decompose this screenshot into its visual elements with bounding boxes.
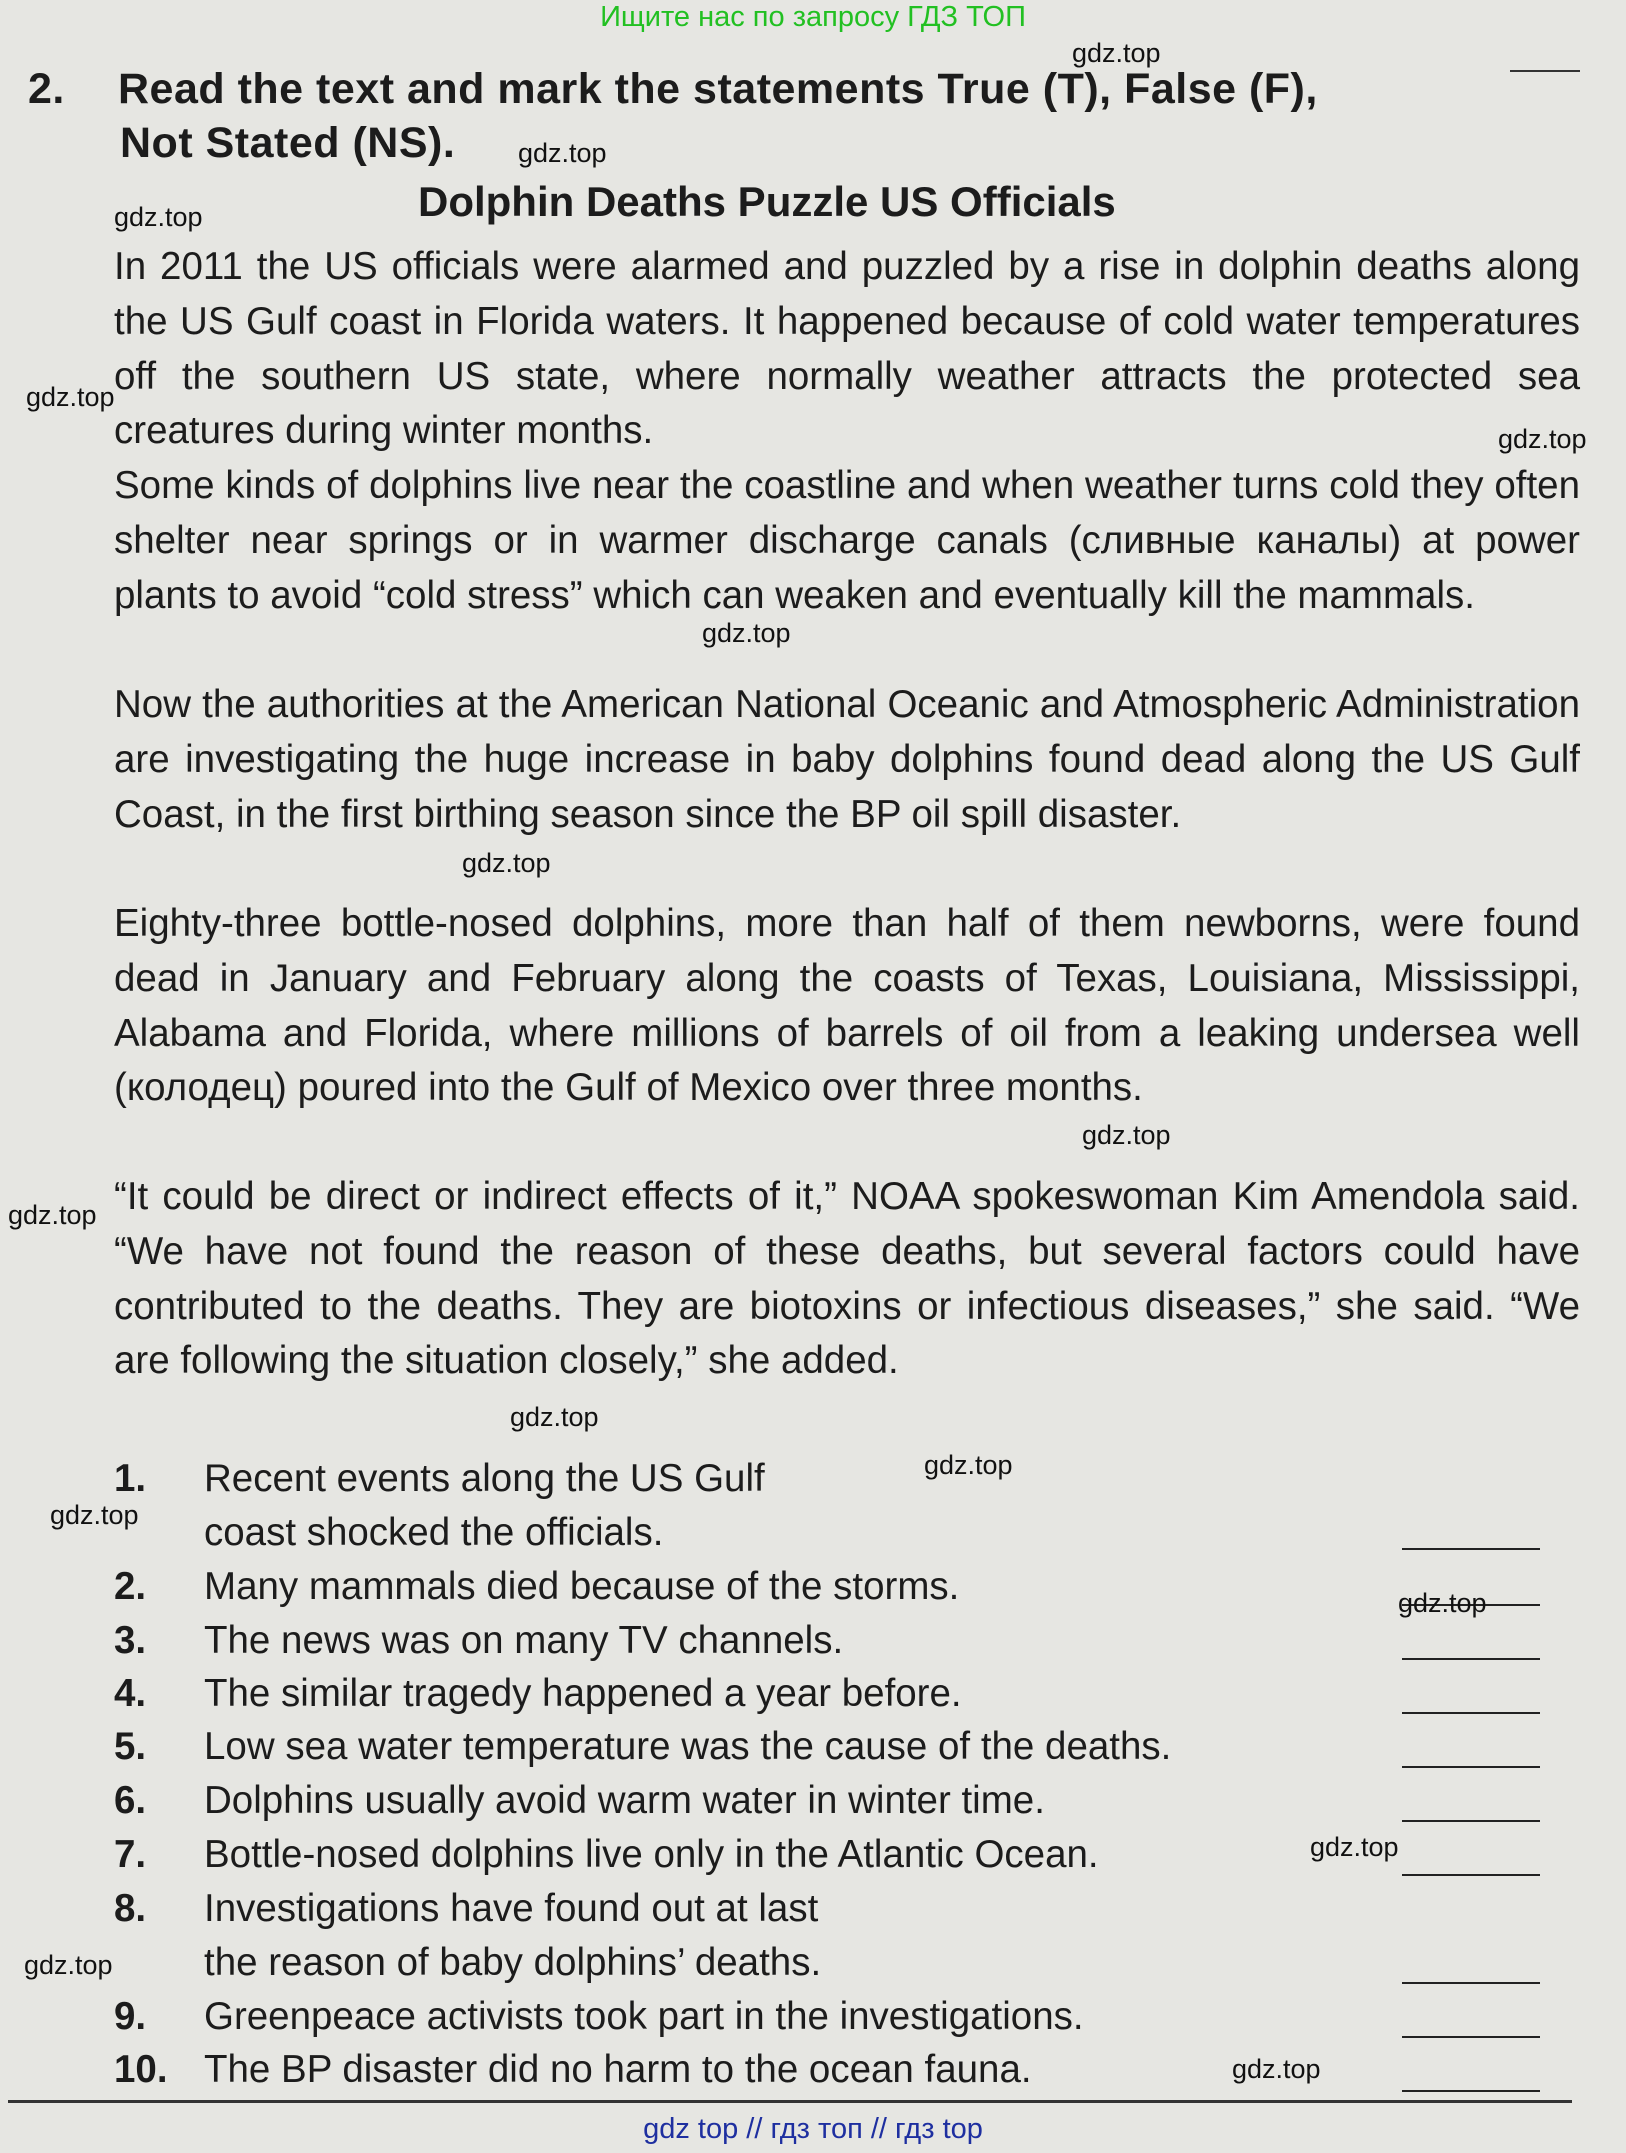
task-instruction-line1: Read the text and mark the statements True (T), False (F), — [118, 65, 1318, 113]
answer-blank-5[interactable] — [1402, 1766, 1540, 1768]
statement-text: Low sea water temperature was the cause of the deaths. — [204, 1725, 1172, 1768]
statement-text: The similar tragedy happened a year before. — [204, 1672, 962, 1715]
watermark: gdz.top — [8, 1200, 97, 1230]
answer-blank-9[interactable] — [1402, 2036, 1540, 2038]
watermark: gdz.top — [518, 138, 607, 168]
statement-text: Recent events along the US Gulf — [204, 1457, 765, 1500]
answer-blank-8[interactable] — [1402, 1982, 1540, 1984]
watermark: gdz.top — [26, 382, 115, 412]
statement-text: Many mammals died because of the storms. — [204, 1565, 960, 1608]
watermark: gdz.top — [510, 1402, 599, 1432]
paragraph-2: Some kinds of dolphins live near the coastline and when weather turns cold they often shelter near springs or in warmer discharge canals (сливные каналы) at power plants to avoid “cold stress” which can weaken and eventually kill the mammals. — [114, 464, 1580, 617]
answer-blank-3[interactable] — [1402, 1658, 1540, 1660]
watermark: gdz.top — [24, 1950, 113, 1980]
task-heading — [28, 62, 1588, 170]
watermark: gdz.top — [1082, 1120, 1171, 1150]
watermark: gdz.top — [114, 202, 203, 232]
watermark: gdz.top — [50, 1500, 139, 1530]
watermark: gdz.top — [1498, 424, 1587, 454]
statement-number: 8. — [114, 1887, 147, 1930]
statement-number: 9. — [114, 1995, 147, 2038]
statement-text: The BP disaster did no harm to the ocean fauna. — [204, 2048, 1032, 2091]
statement-text: Dolphins usually avoid warm water in winter time. — [204, 1779, 1045, 1822]
watermark: gdz.top — [1072, 38, 1161, 68]
bottom-rule — [8, 2100, 1572, 2103]
statement-text: The news was on many TV channels. — [204, 1619, 844, 1662]
article-title: Dolphin Deaths Puzzle US Officials — [418, 178, 1116, 225]
paragraph-1: In 2011 the US officials were alarmed and puzzled by a rise in dolphin deaths along the US Gulf coast in Florida waters. It happened because of cold water temperatures off the southern US state, where normally weather attracts the protected sea creatures during winter months. — [114, 245, 1580, 453]
statement-number: 1. — [114, 1457, 147, 1500]
answer-blank-4[interactable] — [1402, 1712, 1540, 1714]
statement-number: 5. — [114, 1725, 147, 1768]
watermark: gdz.top — [1398, 1588, 1487, 1618]
answer-blank-1[interactable] — [1402, 1548, 1540, 1550]
paragraph-5: “It could be direct or indirect effects of it,” NOAA spokeswoman Kim Amendola said. “We have not found the reason of these deaths, but several factors could have contributed to the deaths. They are biotoxins or infectious diseases,” she said. “We are following the situation closely,” she added. — [114, 1175, 1580, 1383]
statement-number: 4. — [114, 1672, 147, 1715]
statement-text-cont: coast shocked the officials. — [204, 1511, 664, 1554]
statement-number: 10. — [114, 2048, 168, 2091]
statement-text: Investigations have found out at last — [204, 1887, 819, 1930]
footer-note: gdz top // гдз топ // гдз top — [643, 2113, 983, 2145]
watermark: gdz.top — [924, 1450, 1013, 1480]
statement-number: 2. — [114, 1565, 147, 1608]
statement-text-cont: the reason of baby dolphins’ deaths. — [204, 1941, 822, 1984]
paragraph-3: Now the authorities at the American National Oceanic and Atmospheric Administration are investigating the huge increase in baby dolphins found dead along the US Gulf Coast, in the first birthing season since the BP oil spill disaster. — [114, 683, 1580, 836]
task-instruction-line2: Not Stated (NS). — [120, 119, 456, 167]
statement-number: 6. — [114, 1779, 147, 1822]
answer-blank-10[interactable] — [1402, 2090, 1540, 2092]
watermark: gdz.top — [1232, 2054, 1321, 2084]
statement-number: 3. — [114, 1619, 147, 1662]
answer-blank-7[interactable] — [1402, 1874, 1540, 1876]
watermark: gdz.top — [1310, 1832, 1399, 1862]
statement-text: Greenpeace activists took part in the investigations. — [204, 1995, 1084, 2038]
task-number: 2. — [28, 65, 65, 113]
answer-blank-6[interactable] — [1402, 1820, 1540, 1822]
statement-text: Bottle-nosed dolphins live only in the Atlantic Ocean. — [204, 1833, 1099, 1876]
paragraph-4: Eighty-three bottle-nosed dolphins, more than half of them newborns, were found dead in January and February along the coasts of Texas, Louisiana, Mississippi, Alabama and Florida, where millions of barrels of oil from a leaking undersea well (колодец) poured into the Gulf of Mexico over three months. — [114, 902, 1580, 1110]
header-note: Ищите нас по запросу ГДЗ ТОП — [600, 1, 1026, 33]
watermark: gdz.top — [702, 618, 791, 648]
watermark: gdz.top — [462, 848, 551, 878]
statement-number: 7. — [114, 1833, 147, 1876]
